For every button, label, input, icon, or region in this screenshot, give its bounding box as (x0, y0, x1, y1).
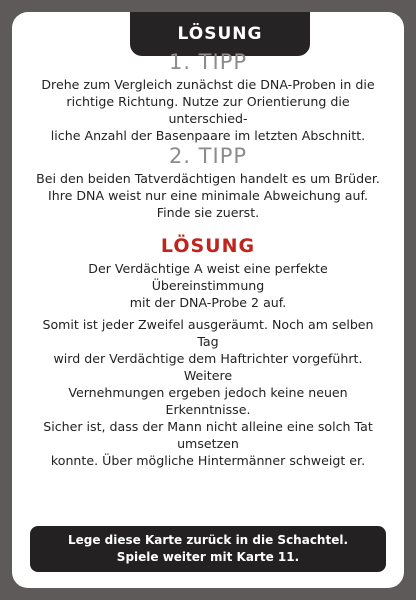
epilogue-line: Sicher ist, dass der Mann nicht alleine eine solch Tat umsetzen (43, 419, 373, 451)
solution-card (12, 12, 404, 588)
footer-line: Spiele weiter mit Karte 11. (116, 550, 300, 564)
tip-1-heading: 1. TIPP (168, 50, 248, 74)
tip-1-line: Drehe zum Vergleich zunächst die DNA-Proben in die (41, 77, 375, 92)
epilogue-text (32, 316, 384, 469)
epilogue-line: Somit ist jeder Zweifel ausgeräumt. Noch am selben Tag (42, 317, 374, 349)
tip-2-heading: 2. TIPP (168, 144, 248, 168)
footer-line: Lege diese Karte zurück in die Schachtel. (67, 533, 349, 547)
solution-section (32, 234, 384, 311)
tip-2-line: Bei den beiden Tatverdächtigen handelt es um Brüder. (36, 171, 380, 186)
tip-1-section (32, 50, 384, 144)
epilogue-line: wird der Verdächtige dem Haftrichter vorgeführt. Weitere (53, 351, 363, 383)
epilogue-line: Vernehmungen ergeben jedoch keine neuen Erkenntnisse. (68, 385, 348, 417)
solution-text (32, 260, 384, 311)
tip-2-line: Ihre DNA weist nur eine minimale Abweichung auf. (48, 188, 368, 203)
tip-2-line: Finde sie zuerst. (156, 205, 260, 220)
footer-instruction (30, 526, 386, 572)
solution-line: mit der DNA-Probe 2 auf. (129, 295, 287, 310)
tip-2-text (32, 170, 384, 221)
solution-heading: LÖSUNG (160, 235, 256, 257)
tip-2-section (32, 144, 384, 221)
epilogue-section (32, 316, 384, 469)
tip-1-line: richtige Richtung. Nutze zur Orientierung die unterschied- (66, 94, 350, 126)
card-title: LÖSUNG (130, 12, 310, 56)
tip-1-text (32, 76, 384, 144)
tip-1-line: liche Anzahl der Basenpaare im letzten Abschnitt. (50, 128, 366, 143)
solution-line: Der Verdächtige A weist eine perfekte Übereinstimmung (88, 261, 328, 293)
epilogue-line: konnte. Über mögliche Hintermänner schweigt er. (50, 453, 366, 468)
